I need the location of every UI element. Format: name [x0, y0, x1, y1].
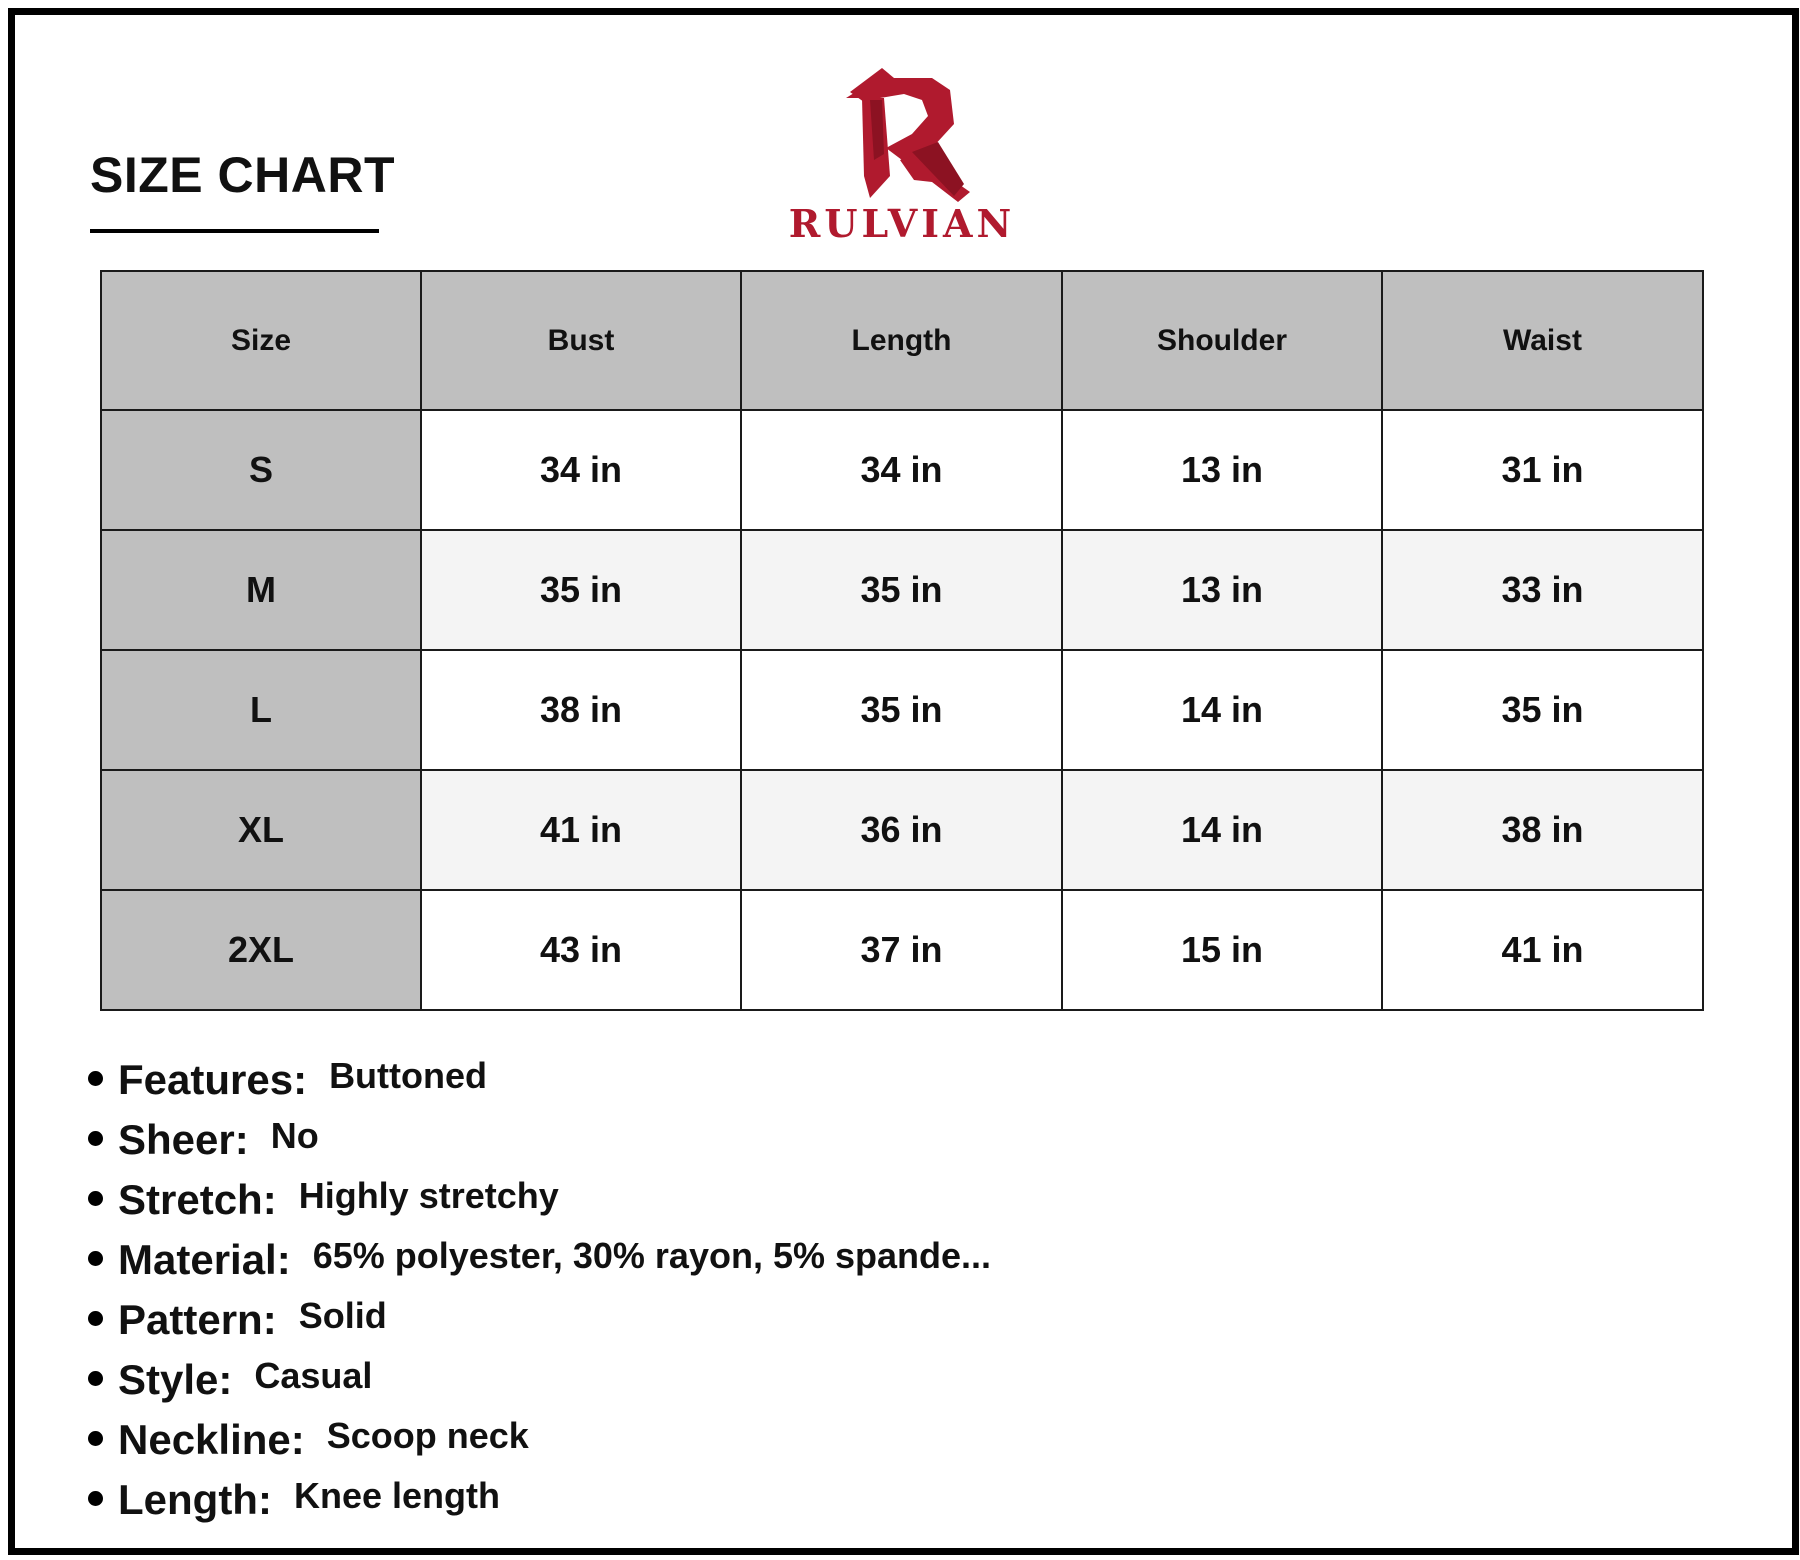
size-cell: M — [101, 530, 421, 650]
spec-label: Length: — [118, 1476, 272, 1523]
table-row — [101, 770, 1703, 890]
bullet-icon — [88, 1311, 103, 1326]
size-cell: 2XL — [101, 890, 421, 1010]
table-row — [101, 890, 1703, 1010]
spec-value: Scoop neck — [326, 1415, 529, 1456]
shoulder-cell: 14 in — [1062, 650, 1382, 770]
spec-value: No — [270, 1115, 319, 1156]
bust-cell: 38 in — [421, 650, 741, 770]
brand-logo — [782, 64, 1022, 249]
length-cell: 34 in — [741, 410, 1062, 530]
table-row — [101, 410, 1703, 530]
spec-label: Material: — [118, 1236, 291, 1283]
table-header-row — [101, 271, 1703, 410]
spec-label: Sheer: — [118, 1116, 249, 1163]
shoulder-cell: 15 in — [1062, 890, 1382, 1010]
spec-value: Solid — [298, 1295, 387, 1336]
header-shoulder: Shoulder — [1062, 271, 1382, 410]
spec-label: Neckline: — [118, 1416, 305, 1463]
waist-cell: 35 in — [1382, 650, 1703, 770]
bullet-icon — [88, 1491, 103, 1506]
spec-label: Pattern: — [118, 1296, 277, 1343]
spec-value: Highly stretchy — [298, 1175, 559, 1216]
shoulder-cell: 14 in — [1062, 770, 1382, 890]
header-waist: Waist — [1382, 271, 1703, 410]
bust-cell: 41 in — [421, 770, 741, 890]
bullet-icon — [88, 1371, 103, 1386]
bust-cell: 35 in — [421, 530, 741, 650]
length-cell: 35 in — [741, 650, 1062, 770]
size-cell: L — [101, 650, 421, 770]
shoulder-cell: 13 in — [1062, 410, 1382, 530]
bust-cell: 34 in — [421, 410, 741, 530]
header-length: Length — [741, 271, 1062, 410]
bullet-icon — [88, 1431, 103, 1446]
shoulder-cell: 13 in — [1062, 530, 1382, 650]
waist-cell: 38 in — [1382, 770, 1703, 890]
waist-cell: 31 in — [1382, 410, 1703, 530]
r-monogram-logo-icon — [782, 64, 1022, 204]
bullet-icon — [88, 1191, 103, 1206]
spec-material — [88, 1230, 991, 1290]
product-specs-list — [88, 1050, 991, 1530]
waist-cell: 41 in — [1382, 890, 1703, 1010]
bust-cell: 43 in — [421, 890, 741, 1010]
length-cell: 36 in — [741, 770, 1062, 890]
spec-label: Style: — [118, 1356, 233, 1403]
bullet-icon — [88, 1131, 103, 1146]
spec-pattern — [88, 1290, 991, 1350]
spec-neckline — [88, 1410, 991, 1470]
spec-label: Features: — [118, 1056, 308, 1103]
size-cell: XL — [101, 770, 421, 890]
waist-cell: 33 in — [1382, 530, 1703, 650]
spec-style — [88, 1350, 991, 1410]
spec-label: Stretch: — [118, 1176, 277, 1223]
spec-sheer — [88, 1110, 991, 1170]
spec-features — [88, 1050, 991, 1110]
spec-length — [88, 1470, 991, 1530]
length-cell: 37 in — [741, 890, 1062, 1010]
spec-value: Buttoned — [329, 1055, 488, 1096]
spec-value: Casual — [254, 1355, 373, 1396]
size-cell: S — [101, 410, 421, 530]
header-size: Size — [101, 271, 421, 410]
bullet-icon — [88, 1071, 103, 1086]
length-cell: 35 in — [741, 530, 1062, 650]
table-row — [101, 650, 1703, 770]
bullet-icon — [88, 1251, 103, 1266]
spec-value: Knee length — [293, 1475, 500, 1516]
page-title: SIZE CHART — [90, 147, 395, 203]
brand-name: RULVIAN — [788, 201, 1016, 246]
header-bust: Bust — [421, 271, 741, 410]
spec-value: 65% polyester, 30% rayon, 5% spande... — [312, 1235, 992, 1276]
spec-stretch — [88, 1170, 991, 1230]
size-table — [100, 270, 1704, 1011]
title-underline — [90, 229, 379, 233]
table-row — [101, 530, 1703, 650]
title-block — [90, 145, 395, 233]
